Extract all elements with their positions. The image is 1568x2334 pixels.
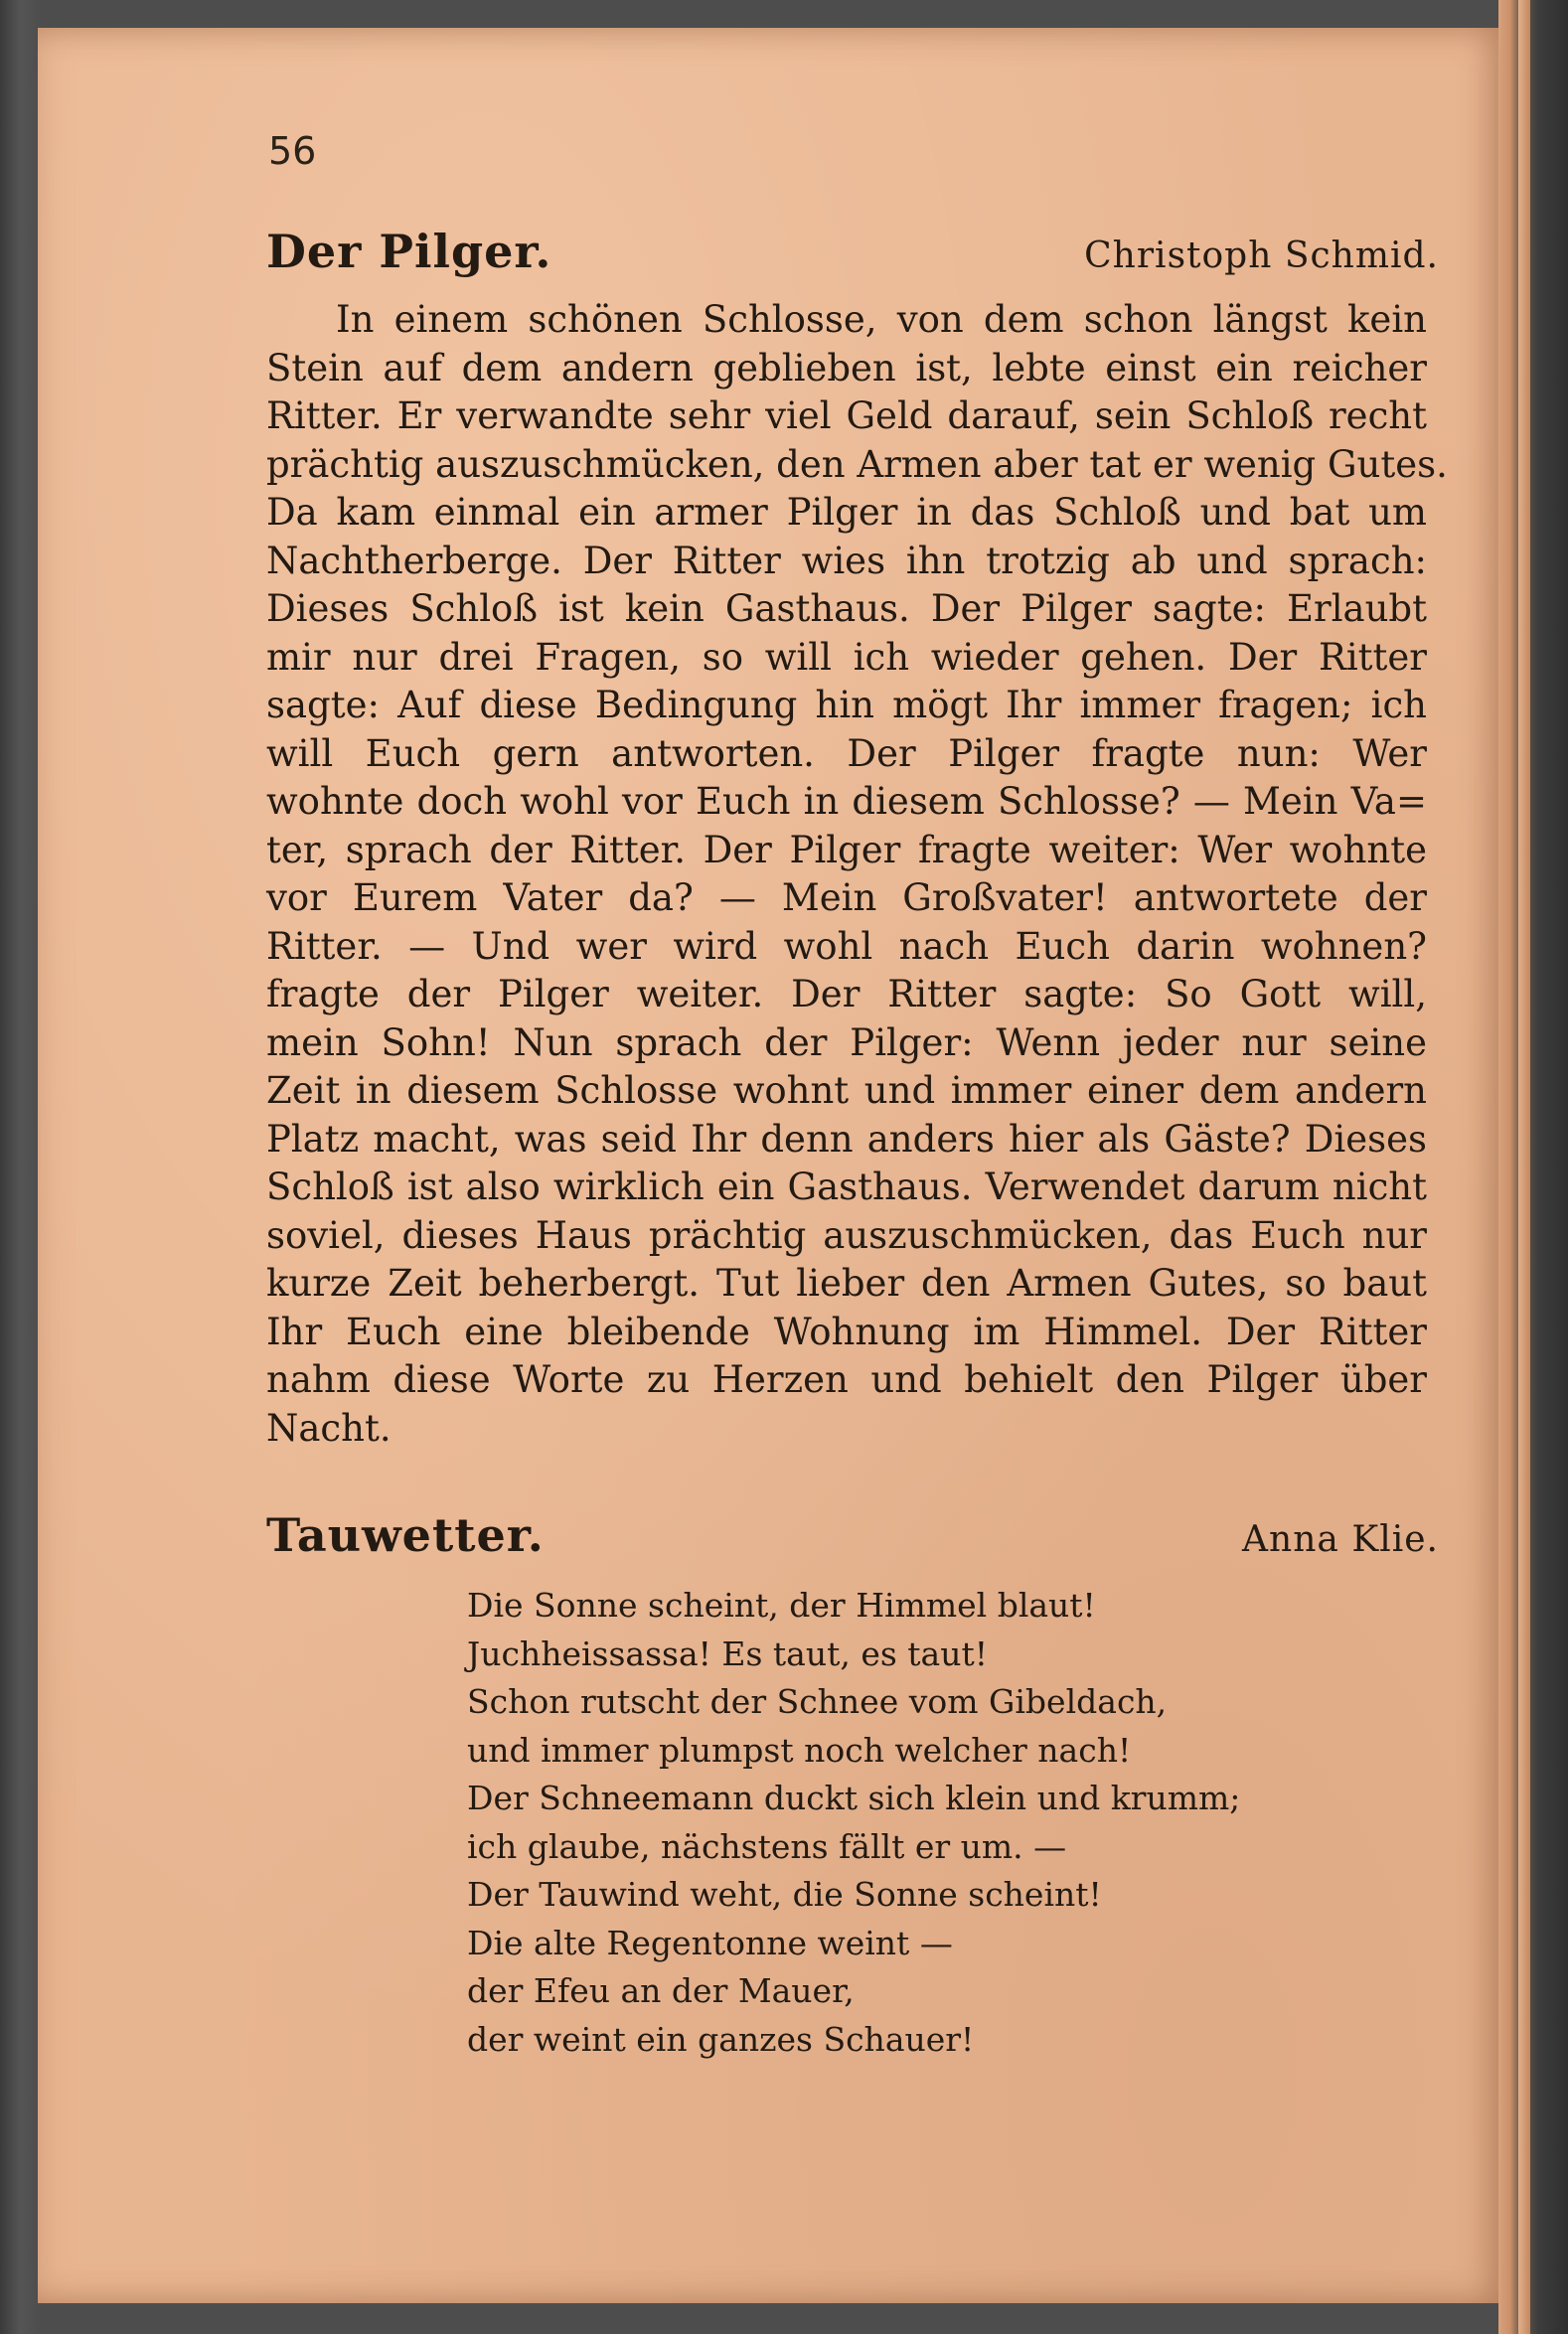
poem-line: Juchheissassa! Es taut, es taut! bbox=[467, 1634, 989, 1673]
poem-heading bbox=[266, 1508, 1439, 1562]
poem-text bbox=[467, 1582, 1361, 2064]
poem-line: Die alte Regentonne weint — bbox=[467, 1923, 953, 1962]
story-line: Ritter. Er verwandte sehr viel Geld darauf, sein Schloß recht bbox=[266, 394, 1427, 437]
story-line: Platz macht, was seid Ihr denn anders hier als Gäste? Dieses bbox=[266, 1117, 1427, 1161]
story-line: mein Sohn! Nun sprach der Pilger: Wenn jeder nur seine bbox=[266, 1020, 1427, 1064]
poem-line: der Efeu an der Mauer, bbox=[467, 1971, 855, 2010]
story-line: Nacht. bbox=[266, 1406, 392, 1450]
story-author: Christoph Schmid. bbox=[1084, 235, 1439, 276]
story-line: Ritter. — Und wer wird wohl nach Euch darin wohnen? bbox=[266, 924, 1427, 968]
story-line: ter, sprach der Ritter. Der Pilger fragte weiter: Wer wohnte bbox=[266, 828, 1427, 871]
story-line: will Euch gern antworten. Der Pilger fragte nun: Wer bbox=[266, 731, 1427, 775]
poem-line: Der Schneemann duckt sich klein und krumm; bbox=[467, 1779, 1241, 1817]
story-line: Stein auf dem andern geblieben ist, lebte einst ein reicher bbox=[266, 346, 1427, 389]
story-line: vor Eurem Vater da? — Mein Großvater! antwortete der bbox=[266, 876, 1427, 919]
story-line: nahm diese Worte zu Herzen und behielt den Pilger über bbox=[266, 1358, 1427, 1401]
story-line: sagte: Auf diese Bedingung hin mögt Ihr immer fragen; ich bbox=[266, 684, 1427, 726]
story-line: wohnte doch wohl vor Euch in diesem Schlosse? — Mein Va= bbox=[266, 780, 1427, 823]
story-text bbox=[266, 296, 1448, 1453]
poem-line: Die Sonne scheint, der Himmel blaut! bbox=[467, 1586, 1096, 1625]
poem-line: und immer plumpst noch welcher nach! bbox=[467, 1730, 1132, 1770]
story-line: Dieses Schloß ist kein Gasthaus. Der Pilger sagte: Erlaubt bbox=[266, 587, 1427, 630]
story-line: fragte der Pilger weiter. Der Ritter sagte: So Gott will, bbox=[266, 973, 1427, 1015]
page-edge bbox=[1498, 0, 1568, 2334]
poem-line: Der Tauwind weht, die Sonne scheint! bbox=[467, 1875, 1102, 1914]
story-title: Der Pilger. bbox=[266, 225, 552, 278]
story-line: In einem schönen Schlosse, von dem schon längst kein bbox=[336, 298, 1427, 341]
story-line: Da kam einmal ein armer Pilger in das Schloß und bat um bbox=[266, 491, 1427, 534]
story-heading bbox=[266, 225, 1439, 278]
story-line: Schloß ist also wirklich ein Gasthaus. Verwendet darum nicht bbox=[266, 1166, 1427, 1208]
story-line: soviel, dieses Haus prächtig auszuschmücken, das Euch nur bbox=[266, 1213, 1427, 1257]
poem-title: Tauwetter. bbox=[266, 1508, 545, 1562]
story-line: kurze Zeit beherbergt. Tut lieber den Armen Gutes, so baut bbox=[266, 1262, 1427, 1305]
page-edge-strip bbox=[1518, 0, 1530, 2334]
poem-line: ich glaube, nächstens fällt er um. — bbox=[467, 1826, 1067, 1866]
poem-line: der weint ein ganzes Schauer! bbox=[467, 2019, 975, 2059]
poem-author: Anna Klie. bbox=[1242, 1519, 1439, 1560]
story-line: Zeit in diesem Schlosse wohnt und immer einer dem andern bbox=[266, 1069, 1427, 1112]
story-line: prächtig auszuschmücken, den Armen aber tat er wenig Gutes. bbox=[266, 442, 1448, 486]
story-line: mir nur drei Fragen, so will ich wieder gehen. Der Ritter bbox=[266, 635, 1427, 679]
page-number: 56 bbox=[268, 129, 317, 173]
story-line: Ihr Euch eine bleibende Wohnung im Himmel. Der Ritter bbox=[266, 1310, 1427, 1353]
story-line: Nachtherberge. Der Ritter wies ihn trotzig ab und sprach: bbox=[266, 539, 1427, 582]
poem-line: Schon rutscht der Schnee vom Gibeldach, bbox=[467, 1682, 1168, 1721]
